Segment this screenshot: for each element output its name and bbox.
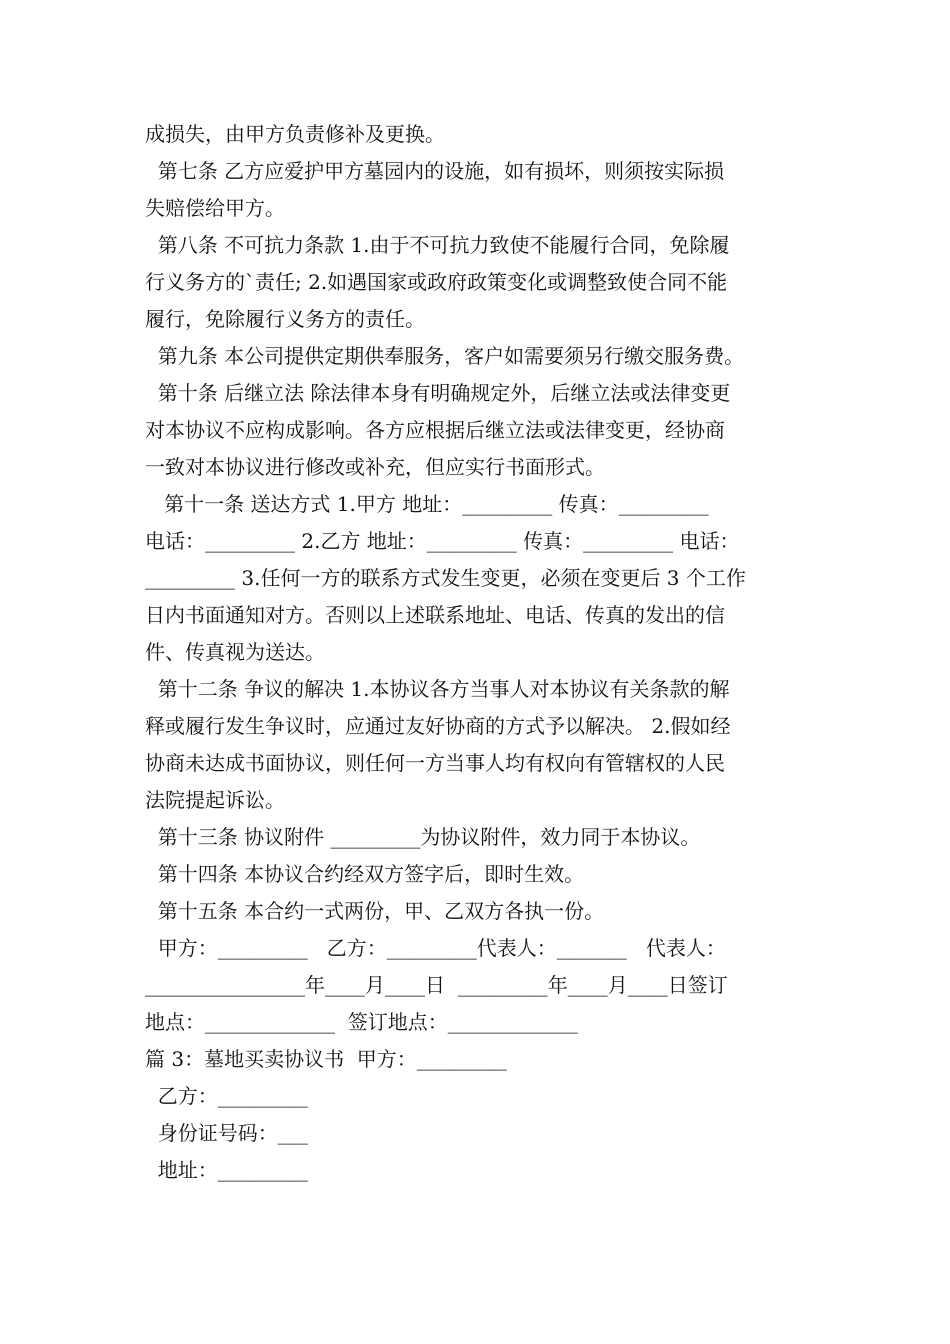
text-line: 第十二条 争议的解决 1.本协议各方当事人对本协议有关条款的解 (145, 677, 730, 701)
text-line: 释或履行发生争议时，应通过友好协商的方式予以解决。 2.假如经 (145, 714, 731, 738)
text-line: 件、传真视为送达。 (145, 640, 325, 664)
text-line: _________ 3.任何一方的联系方式发生变更，必须在变更后 3 个工作 (145, 566, 746, 590)
text-line: 对本协议不应构成影响。各方应根据后继立法或法律变更，经协商 (145, 418, 725, 442)
text-line: ________________年____月____日 _________年____月____日签订 (145, 973, 728, 997)
text-line: 日内书面通知对方。否则以上述联系地址、电话、传真的发出的信 (145, 603, 725, 627)
text-line: 第十条 后继立法 除法律本身有明确规定外，后继立法或法律变更 (145, 381, 731, 405)
text-line: 第十四条 本协议合约经双方签字后，即时生效。 (145, 862, 585, 886)
text-line: 篇 3：墓地买卖协议书 甲方：_________ (145, 1047, 507, 1071)
text-line: 第七条 乙方应爱护甲方墓园内的设施，如有损坏，则须按实际损 (145, 159, 725, 183)
text-line: 失赔偿给甲方。 (145, 196, 285, 220)
text-line: 第十三条 协议附件 _________为协议附件，效力同于本协议。 (145, 825, 701, 849)
text-line: 法院提起诉讼。 (145, 788, 285, 812)
text-line: 乙方：_________ (145, 1084, 308, 1108)
text-line: 履行，免除履行义务方的责任。 (145, 307, 425, 331)
text-line: 甲方：_________ 乙方：_________代表人：_______ 代表人： (145, 936, 726, 960)
text-line: 一致对本协议进行修改或补充，但应实行书面形式。 (145, 455, 605, 479)
text-line: 地址：_________ (145, 1158, 308, 1182)
text-line: 电话：_________ 2.乙方 地址：_________ 传真：_________ 电话： (145, 529, 740, 553)
text-line: 第十一条 送达方式 1.甲方 地址：_________ 传真：_________ (145, 492, 709, 516)
text-line: 地点：_____________ 签订地点：_____________ (145, 1010, 578, 1034)
text-line: 行义务方的`责任; 2.如遇国家或政府政策变化或调整致使合同不能 (145, 270, 728, 294)
text-line: 成损失，由甲方负责修补及更换。 (145, 122, 445, 146)
text-line: 第八条 不可抗力条款 1.由于不可抗力致使不能履行合同，免除履 (145, 233, 730, 257)
text-line: 协商未达成书面协议，则任何一方当事人均有权向有管辖权的人民 (145, 751, 725, 775)
text-line: 身份证号码：___ (145, 1121, 308, 1145)
text-line: 第九条 本公司提供定期供奉服务，客户如需要须另行缴交服务费。 (145, 344, 745, 368)
text-line: 第十五条 本合约一式两份，甲、乙双方各执一份。 (145, 899, 605, 923)
contract-body (145, 116, 810, 1189)
